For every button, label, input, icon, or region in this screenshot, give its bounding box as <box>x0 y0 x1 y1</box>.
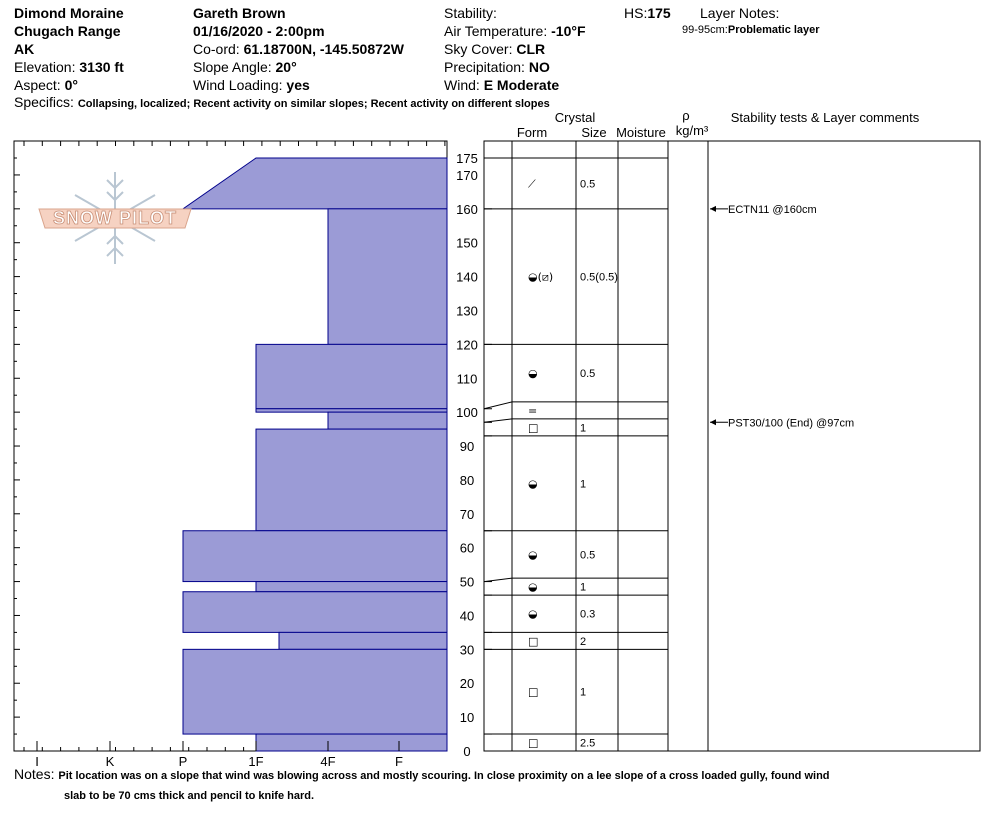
height-label: 140 <box>456 269 478 285</box>
wind-label: Wind: <box>444 77 480 93</box>
rho-header: ρ <box>682 108 690 123</box>
crystal-form: ◒ <box>528 607 538 621</box>
layer-note-text: Problematic layer <box>727 24 820 36</box>
wind-loading-label: Wind Loading: <box>193 77 283 93</box>
crystal-size: 1 <box>580 581 587 594</box>
stability-test-label: ECTN11 @160cm <box>728 203 817 216</box>
hardness-bar <box>183 592 447 633</box>
hardness-bar <box>328 209 447 345</box>
crystal-form: □ <box>528 634 539 648</box>
height-label: 120 <box>456 337 478 353</box>
hs-value: 175 <box>647 5 671 21</box>
crystal-form: ◒ <box>528 367 538 381</box>
stability-label: Stability: <box>444 5 497 21</box>
moisture-header: Moisture <box>616 125 666 140</box>
height-label: 170 <box>456 167 478 183</box>
height-label: 20 <box>459 676 475 692</box>
slope-label: Slope Angle: <box>193 59 272 75</box>
logo-text: SNOW PILOT <box>53 208 177 228</box>
height-label: 0 <box>463 744 471 759</box>
elevation-label: Elevation: <box>14 59 76 75</box>
height-label: 10 <box>459 710 475 726</box>
notes-label: Notes: <box>14 766 55 782</box>
crystal-size: 0.5 <box>580 178 596 191</box>
crystal-form: ◒ <box>528 477 538 491</box>
elevation-value: 3130 ft <box>79 59 124 75</box>
hardness-bar <box>256 582 447 592</box>
height-label: 70 <box>459 506 475 522</box>
height-label: 80 <box>459 472 475 488</box>
range-name: Chugach Range <box>14 23 121 39</box>
crystal-size: 0.5(0.5) <box>580 271 618 284</box>
hardness-bar <box>328 412 447 429</box>
hardness-bar <box>183 531 447 582</box>
wind-loading-value: yes <box>286 77 310 93</box>
hs-label: HS: <box>624 5 648 21</box>
hardness-panel <box>14 141 447 769</box>
air-temp-label: Air Temperature: <box>444 23 548 39</box>
hardness-bar <box>256 409 447 412</box>
crystal-form: □ <box>528 736 539 750</box>
stability-header: Stability tests & Layer comments <box>730 110 920 125</box>
specifics-value: Collapsing, localized; Recent activity on similar slopes; Recent activity on different slopes <box>77 98 550 110</box>
hardness-bar <box>279 632 447 649</box>
height-label: 90 <box>459 439 475 455</box>
crystal-size: 1 <box>580 422 587 435</box>
height-label: 175 <box>456 151 478 166</box>
crystal-size: 0.5 <box>580 368 596 381</box>
location-name: Dimond Moraine <box>14 5 124 21</box>
layer-note-range: 99-95cm: <box>682 24 728 36</box>
hardness-bar <box>183 649 447 734</box>
aspect-label: Aspect: <box>14 77 61 93</box>
crystal-size: 2.5 <box>580 737 596 750</box>
crystal-size: 1 <box>580 686 587 699</box>
notes-line-1: Pit location was on a slope that wind was blowing across and mostly scouring. In close proximity on a lee slope of a cross loaded gully, found wind <box>58 770 830 782</box>
precip-label: Precipitation: <box>444 59 525 75</box>
stability-test-label: PST30/100 (End) @97cm <box>728 417 855 430</box>
aspect-value: 0° <box>64 77 78 93</box>
form-header: Form <box>516 125 548 140</box>
hardness-tick-label: F <box>395 754 403 769</box>
crystal-form: = <box>528 404 538 418</box>
test-arrow-head <box>710 206 716 212</box>
crystal-size: 0.3 <box>580 608 596 621</box>
density-unit-header: kg/m³ <box>675 123 709 138</box>
crystal-header: Crystal <box>554 110 596 125</box>
specifics-label: Specifics: <box>14 94 74 110</box>
observer-name: Gareth Brown <box>193 5 286 21</box>
layer-grid-frame <box>484 141 708 751</box>
test-arrow-head <box>710 419 716 425</box>
precip-value: NO <box>528 59 550 75</box>
sky-label: Sky Cover: <box>444 41 513 57</box>
hardness-tick-label: K <box>105 754 115 769</box>
hardness-tick-label: I <box>35 754 39 769</box>
crystal-form: ◒ <box>528 580 538 594</box>
slope-value: 20° <box>275 59 297 75</box>
height-label: 160 <box>456 201 478 217</box>
height-label: 60 <box>459 540 475 556</box>
coord-value: 61.18700N, -145.50872W <box>243 41 404 57</box>
hardness-bar <box>256 344 447 408</box>
hardness-bar <box>256 429 447 531</box>
notes-block <box>14 766 984 806</box>
crystal-form: □ <box>528 421 539 435</box>
notes-line-2: slab to be 70 cms thick and pencil to knife hard. <box>64 790 315 802</box>
layer-notes-label: Layer Notes: <box>700 5 780 21</box>
height-label: 130 <box>456 303 478 319</box>
hardness-tick-label: 4F <box>320 754 336 769</box>
wind-value: E Moderate <box>483 77 560 93</box>
crystal-size: 2 <box>580 635 587 648</box>
height-label: 110 <box>456 371 478 387</box>
crystal-form: ◒(⧄) <box>528 270 554 284</box>
crystal-form: ⟋ <box>528 177 536 191</box>
height-label: 150 <box>456 235 478 251</box>
coord-label: Co-ord: <box>193 41 240 57</box>
layer-connector <box>484 402 512 409</box>
height-label: 30 <box>459 642 475 658</box>
crystal-size: 0.5 <box>580 549 596 562</box>
air-temp-value: -10°F <box>551 23 586 39</box>
stability-frame <box>708 141 980 751</box>
crystal-form: □ <box>528 685 539 699</box>
crystal-form: ◒ <box>528 548 538 562</box>
height-label: 40 <box>459 608 475 624</box>
observation-datetime: 01/16/2020 - 2:00pm <box>193 23 325 39</box>
layer-connector <box>484 578 512 581</box>
state-name: AK <box>14 41 35 57</box>
layer-connector <box>484 419 512 422</box>
crystal-size: 1 <box>580 478 587 491</box>
height-label: 100 <box>456 405 478 421</box>
hardness-tick-label: P <box>178 754 188 769</box>
layer-table <box>456 108 980 759</box>
height-label: 50 <box>459 574 475 590</box>
size-header: Size <box>581 125 607 140</box>
hardness-bar <box>256 734 447 751</box>
hardness-tick-label: 1F <box>248 754 264 769</box>
sky-value: CLR <box>516 41 546 57</box>
